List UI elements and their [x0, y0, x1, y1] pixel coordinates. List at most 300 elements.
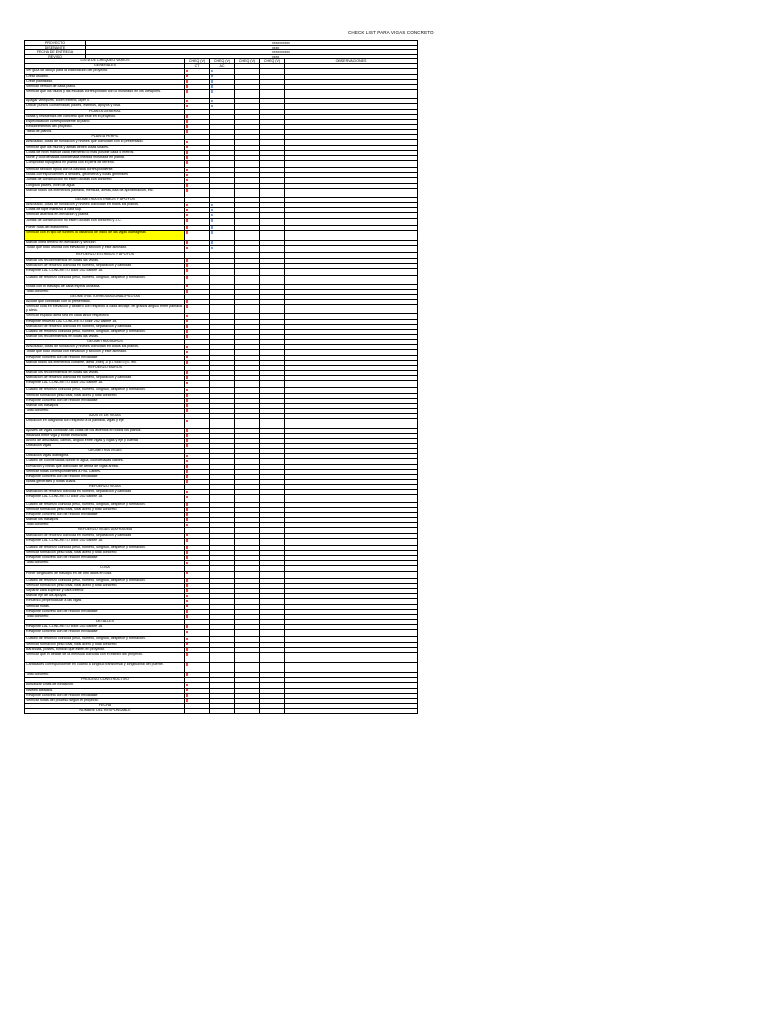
check-cell-2[interactable] — [209, 276, 234, 283]
check-cell-2[interactable] — [209, 454, 234, 458]
check-cell-1[interactable] — [184, 605, 209, 609]
check-cell-3[interactable] — [234, 376, 259, 380]
check-cell-4[interactable] — [259, 340, 284, 344]
observations-cell[interactable] — [284, 173, 418, 177]
check-cell-4[interactable] — [259, 704, 284, 708]
check-cell-3[interactable] — [234, 539, 259, 545]
check-cell-3[interactable] — [234, 276, 259, 283]
check-cell-4[interactable] — [259, 689, 284, 693]
check-cell-2[interactable] — [209, 637, 234, 641]
check-cell-4[interactable] — [259, 146, 284, 150]
check-cell-3[interactable] — [234, 459, 259, 463]
check-cell-2[interactable] — [209, 120, 234, 124]
check-cell-1[interactable] — [184, 475, 209, 479]
check-cell-4[interactable] — [259, 566, 284, 570]
check-cell-2[interactable] — [209, 231, 234, 240]
check-cell-4[interactable] — [259, 699, 284, 703]
check-cell-3[interactable] — [234, 184, 259, 188]
observations-cell[interactable] — [284, 699, 418, 703]
check-cell-2[interactable] — [209, 208, 234, 212]
check-cell-3[interactable] — [234, 572, 259, 578]
check-cell-4[interactable] — [259, 399, 284, 403]
check-cell-3[interactable] — [234, 394, 259, 398]
observations-cell[interactable] — [284, 305, 418, 313]
check-cell-2[interactable] — [209, 439, 234, 443]
observations-cell[interactable] — [284, 151, 418, 155]
observations-cell[interactable] — [284, 589, 418, 593]
observations-cell[interactable] — [284, 689, 418, 693]
check-cell-4[interactable] — [259, 508, 284, 512]
check-cell-4[interactable] — [259, 439, 284, 443]
check-cell-1[interactable] — [184, 523, 209, 527]
check-cell-4[interactable] — [259, 156, 284, 160]
check-cell-1[interactable] — [184, 485, 209, 489]
check-cell-1[interactable] — [184, 709, 209, 713]
check-cell-2[interactable] — [209, 168, 234, 172]
check-cell-1[interactable] — [184, 285, 209, 289]
check-cell-1[interactable] — [184, 394, 209, 398]
check-cell-3[interactable] — [234, 290, 259, 294]
check-cell-1[interactable] — [184, 276, 209, 283]
check-cell-3[interactable] — [234, 69, 259, 73]
observations-cell[interactable] — [284, 140, 418, 144]
check-cell-4[interactable] — [259, 404, 284, 408]
check-cell-4[interactable] — [259, 454, 284, 458]
check-cell-2[interactable] — [209, 259, 234, 263]
check-cell-3[interactable] — [234, 556, 259, 560]
check-cell-3[interactable] — [234, 366, 259, 370]
check-cell-3[interactable] — [234, 110, 259, 114]
check-cell-2[interactable] — [209, 156, 234, 160]
check-cell-2[interactable] — [209, 85, 234, 89]
check-cell-1[interactable] — [184, 69, 209, 73]
observations-cell[interactable] — [284, 253, 418, 257]
check-cell-4[interactable] — [259, 371, 284, 375]
check-cell-3[interactable] — [234, 99, 259, 103]
check-cell-4[interactable] — [259, 678, 284, 682]
check-cell-2[interactable] — [209, 683, 234, 687]
check-cell-4[interactable] — [259, 376, 284, 380]
check-cell-3[interactable] — [234, 226, 259, 230]
check-cell-1[interactable] — [184, 75, 209, 79]
observations-cell[interactable] — [284, 523, 418, 527]
observations-cell[interactable] — [284, 295, 418, 299]
check-cell-2[interactable] — [209, 490, 234, 494]
check-cell-3[interactable] — [234, 259, 259, 263]
check-cell-1[interactable] — [184, 330, 209, 334]
check-cell-2[interactable] — [209, 503, 234, 507]
check-cell-1[interactable] — [184, 584, 209, 588]
check-cell-3[interactable] — [234, 480, 259, 484]
check-cell-2[interactable] — [209, 253, 234, 257]
check-cell-4[interactable] — [259, 465, 284, 469]
check-cell-4[interactable] — [259, 290, 284, 294]
observations-cell[interactable] — [284, 495, 418, 501]
check-cell-3[interactable] — [234, 264, 259, 268]
check-cell-4[interactable] — [259, 630, 284, 636]
observations-cell[interactable] — [284, 490, 418, 494]
check-cell-2[interactable] — [209, 561, 234, 565]
check-cell-3[interactable] — [234, 104, 259, 108]
check-cell-2[interactable] — [209, 300, 234, 304]
check-cell-3[interactable] — [234, 449, 259, 453]
check-cell-1[interactable] — [184, 594, 209, 598]
check-cell-4[interactable] — [259, 513, 284, 517]
check-cell-1[interactable] — [184, 546, 209, 550]
check-cell-1[interactable] — [184, 503, 209, 507]
check-cell-2[interactable] — [209, 264, 234, 268]
check-cell-2[interactable] — [209, 226, 234, 230]
observations-cell[interactable] — [284, 320, 418, 324]
check-cell-1[interactable] — [184, 376, 209, 380]
check-cell-3[interactable] — [234, 156, 259, 160]
check-cell-1[interactable] — [184, 653, 209, 662]
check-cell-3[interactable] — [234, 643, 259, 647]
observations-cell[interactable] — [284, 90, 418, 98]
check-cell-2[interactable] — [209, 125, 234, 129]
observations-cell[interactable] — [284, 189, 418, 197]
check-cell-3[interactable] — [234, 518, 259, 522]
check-cell-3[interactable] — [234, 439, 259, 443]
check-cell-3[interactable] — [234, 80, 259, 84]
observations-cell[interactable] — [284, 85, 418, 89]
observations-cell[interactable] — [284, 409, 418, 413]
observations-cell[interactable] — [284, 290, 418, 294]
check-cell-3[interactable] — [234, 388, 259, 392]
check-cell-2[interactable] — [209, 198, 234, 202]
check-cell-4[interactable] — [259, 556, 284, 560]
observations-cell[interactable] — [284, 208, 418, 212]
check-cell-3[interactable] — [234, 246, 259, 252]
check-cell-2[interactable] — [209, 80, 234, 84]
check-cell-4[interactable] — [259, 178, 284, 182]
check-cell-1[interactable] — [184, 241, 209, 245]
check-cell-4[interactable] — [259, 269, 284, 275]
observations-cell[interactable] — [284, 64, 418, 68]
observations-cell[interactable] — [284, 361, 418, 365]
check-cell-1[interactable] — [184, 371, 209, 375]
check-cell-3[interactable] — [234, 325, 259, 329]
check-cell-1[interactable] — [184, 320, 209, 324]
check-cell-2[interactable] — [209, 110, 234, 114]
check-cell-1[interactable] — [184, 259, 209, 263]
check-cell-2[interactable] — [209, 419, 234, 427]
check-cell-1[interactable] — [184, 683, 209, 687]
check-cell-1[interactable] — [184, 290, 209, 294]
observations-cell[interactable] — [284, 399, 418, 403]
check-cell-2[interactable] — [209, 335, 234, 339]
check-cell-1[interactable] — [184, 539, 209, 545]
observations-cell[interactable] — [284, 276, 418, 283]
check-cell-3[interactable] — [234, 241, 259, 245]
check-cell-2[interactable] — [209, 90, 234, 98]
check-cell-2[interactable] — [209, 610, 234, 614]
check-cell-3[interactable] — [234, 130, 259, 134]
check-cell-3[interactable] — [234, 381, 259, 387]
check-cell-2[interactable] — [209, 434, 234, 438]
observations-cell[interactable] — [284, 503, 418, 507]
observations-cell[interactable] — [284, 300, 418, 304]
check-cell-1[interactable] — [184, 589, 209, 593]
check-cell-3[interactable] — [234, 546, 259, 550]
check-cell-3[interactable] — [234, 219, 259, 225]
check-cell-3[interactable] — [234, 704, 259, 708]
observations-cell[interactable] — [284, 340, 418, 344]
check-cell-3[interactable] — [234, 320, 259, 324]
observations-cell[interactable] — [284, 213, 418, 217]
observations-cell[interactable] — [284, 704, 418, 708]
check-cell-1[interactable] — [184, 314, 209, 318]
check-cell-1[interactable] — [184, 465, 209, 469]
check-cell-4[interactable] — [259, 203, 284, 207]
check-cell-2[interactable] — [209, 480, 234, 484]
check-cell-1[interactable] — [184, 269, 209, 275]
check-cell-2[interactable] — [209, 290, 234, 294]
check-cell-2[interactable] — [209, 495, 234, 501]
check-cell-1[interactable] — [184, 325, 209, 329]
check-cell-1[interactable] — [184, 704, 209, 708]
check-cell-4[interactable] — [259, 350, 284, 354]
check-cell-4[interactable] — [259, 434, 284, 438]
check-cell-3[interactable] — [234, 683, 259, 687]
check-cell-4[interactable] — [259, 125, 284, 129]
observations-cell[interactable] — [284, 637, 418, 641]
observations-cell[interactable] — [284, 246, 418, 252]
check-cell-4[interactable] — [259, 495, 284, 501]
check-cell-2[interactable] — [209, 269, 234, 275]
observations-cell[interactable] — [284, 534, 418, 538]
check-cell-1[interactable] — [184, 246, 209, 252]
check-cell-3[interactable] — [234, 120, 259, 124]
check-cell-4[interactable] — [259, 546, 284, 550]
check-cell-1[interactable] — [184, 213, 209, 217]
check-cell-4[interactable] — [259, 561, 284, 565]
check-cell-4[interactable] — [259, 429, 284, 433]
check-cell-1[interactable] — [184, 643, 209, 647]
observations-cell[interactable] — [284, 439, 418, 443]
check-cell-3[interactable] — [234, 168, 259, 172]
check-cell-3[interactable] — [234, 269, 259, 275]
check-cell-1[interactable] — [184, 454, 209, 458]
check-cell-3[interactable] — [234, 605, 259, 609]
check-cell-2[interactable] — [209, 620, 234, 624]
check-cell-2[interactable] — [209, 528, 234, 532]
check-cell-4[interactable] — [259, 637, 284, 641]
check-cell-2[interactable] — [209, 513, 234, 517]
check-cell-3[interactable] — [234, 146, 259, 150]
check-cell-1[interactable] — [184, 295, 209, 299]
observations-cell[interactable] — [284, 259, 418, 263]
check-cell-4[interactable] — [259, 314, 284, 318]
check-cell-4[interactable] — [259, 449, 284, 453]
check-cell-2[interactable] — [209, 381, 234, 387]
check-cell-4[interactable] — [259, 523, 284, 527]
check-cell-3[interactable] — [234, 615, 259, 619]
check-cell-3[interactable] — [234, 125, 259, 129]
check-cell-3[interactable] — [234, 637, 259, 641]
observations-cell[interactable] — [284, 539, 418, 545]
check-cell-4[interactable] — [259, 490, 284, 494]
observations-cell[interactable] — [284, 630, 418, 636]
observations-cell[interactable] — [284, 110, 418, 114]
observations-cell[interactable] — [284, 394, 418, 398]
check-cell-3[interactable] — [234, 470, 259, 474]
check-cell-1[interactable] — [184, 140, 209, 144]
check-cell-2[interactable] — [209, 551, 234, 555]
check-cell-3[interactable] — [234, 409, 259, 413]
observations-cell[interactable] — [284, 330, 418, 334]
check-cell-4[interactable] — [259, 620, 284, 624]
check-cell-4[interactable] — [259, 594, 284, 598]
check-cell-3[interactable] — [234, 689, 259, 693]
check-cell-2[interactable] — [209, 599, 234, 603]
observations-cell[interactable] — [284, 475, 418, 479]
check-cell-4[interactable] — [259, 551, 284, 555]
check-cell-2[interactable] — [209, 534, 234, 538]
check-cell-3[interactable] — [234, 356, 259, 360]
observations-cell[interactable] — [284, 653, 418, 662]
check-cell-1[interactable] — [184, 449, 209, 453]
check-cell-4[interactable] — [259, 414, 284, 418]
check-cell-3[interactable] — [234, 699, 259, 703]
check-cell-2[interactable] — [209, 594, 234, 598]
check-cell-4[interactable] — [259, 259, 284, 263]
check-cell-1[interactable] — [184, 85, 209, 89]
observations-cell[interactable] — [284, 648, 418, 652]
check-cell-4[interactable] — [259, 394, 284, 398]
check-cell-3[interactable] — [234, 399, 259, 403]
check-cell-3[interactable] — [234, 161, 259, 167]
check-cell-3[interactable] — [234, 678, 259, 682]
check-cell-4[interactable] — [259, 198, 284, 202]
check-cell-1[interactable] — [184, 699, 209, 703]
observations-cell[interactable] — [284, 694, 418, 698]
check-cell-3[interactable] — [234, 434, 259, 438]
check-cell-3[interactable] — [234, 340, 259, 344]
check-cell-4[interactable] — [259, 503, 284, 507]
check-cell-1[interactable] — [184, 480, 209, 484]
check-cell-2[interactable] — [209, 376, 234, 380]
check-cell-2[interactable] — [209, 518, 234, 522]
check-cell-1[interactable] — [184, 459, 209, 463]
check-cell-3[interactable] — [234, 414, 259, 418]
check-cell-1[interactable] — [184, 518, 209, 522]
check-cell-2[interactable] — [209, 104, 234, 108]
check-cell-4[interactable] — [259, 605, 284, 609]
check-cell-2[interactable] — [209, 546, 234, 550]
check-cell-3[interactable] — [234, 173, 259, 177]
observations-cell[interactable] — [284, 231, 418, 240]
observations-cell[interactable] — [284, 219, 418, 225]
check-cell-1[interactable] — [184, 566, 209, 570]
check-cell-3[interactable] — [234, 589, 259, 593]
check-cell-3[interactable] — [234, 330, 259, 334]
check-cell-1[interactable] — [184, 630, 209, 636]
check-cell-1[interactable] — [184, 689, 209, 693]
check-cell-2[interactable] — [209, 146, 234, 150]
check-cell-1[interactable] — [184, 620, 209, 624]
observations-cell[interactable] — [284, 161, 418, 167]
observations-cell[interactable] — [284, 610, 418, 614]
check-cell-1[interactable] — [184, 637, 209, 641]
check-cell-4[interactable] — [259, 226, 284, 230]
check-cell-1[interactable] — [184, 253, 209, 257]
observations-cell[interactable] — [284, 663, 418, 672]
observations-cell[interactable] — [284, 285, 418, 289]
check-cell-4[interactable] — [259, 90, 284, 98]
check-cell-3[interactable] — [234, 151, 259, 155]
observations-cell[interactable] — [284, 454, 418, 458]
check-cell-2[interactable] — [209, 523, 234, 527]
observations-cell[interactable] — [284, 465, 418, 469]
check-cell-2[interactable] — [209, 320, 234, 324]
check-cell-4[interactable] — [259, 264, 284, 268]
check-cell-3[interactable] — [234, 503, 259, 507]
check-cell-3[interactable] — [234, 305, 259, 313]
check-cell-2[interactable] — [209, 630, 234, 636]
check-cell-4[interactable] — [259, 300, 284, 304]
check-cell-2[interactable] — [209, 470, 234, 474]
check-cell-2[interactable] — [209, 189, 234, 197]
observations-cell[interactable] — [284, 625, 418, 629]
check-cell-3[interactable] — [234, 454, 259, 458]
check-cell-1[interactable] — [184, 104, 209, 108]
observations-cell[interactable] — [284, 678, 418, 682]
check-cell-2[interactable] — [209, 99, 234, 103]
observations-cell[interactable] — [284, 643, 418, 647]
check-cell-1[interactable] — [184, 599, 209, 603]
check-cell-3[interactable] — [234, 64, 259, 68]
check-cell-2[interactable] — [209, 508, 234, 512]
check-cell-3[interactable] — [234, 253, 259, 257]
observations-cell[interactable] — [284, 99, 418, 103]
check-cell-4[interactable] — [259, 305, 284, 313]
observations-cell[interactable] — [284, 572, 418, 578]
check-cell-4[interactable] — [259, 345, 284, 349]
check-cell-2[interactable] — [209, 314, 234, 318]
observations-cell[interactable] — [284, 366, 418, 370]
check-cell-4[interactable] — [259, 388, 284, 392]
check-cell-2[interactable] — [209, 709, 234, 713]
check-cell-2[interactable] — [209, 173, 234, 177]
check-cell-1[interactable] — [184, 419, 209, 427]
observations-cell[interactable] — [284, 673, 418, 677]
check-cell-4[interactable] — [259, 610, 284, 614]
check-cell-4[interactable] — [259, 151, 284, 155]
check-cell-1[interactable] — [184, 495, 209, 501]
check-cell-1[interactable] — [184, 434, 209, 438]
observations-cell[interactable] — [284, 69, 418, 73]
check-cell-1[interactable] — [184, 508, 209, 512]
check-cell-2[interactable] — [209, 330, 234, 334]
check-cell-3[interactable] — [234, 625, 259, 629]
observations-cell[interactable] — [284, 518, 418, 522]
observations-cell[interactable] — [284, 80, 418, 84]
check-cell-1[interactable] — [184, 381, 209, 387]
check-cell-3[interactable] — [234, 673, 259, 677]
check-cell-2[interactable] — [209, 605, 234, 609]
observations-cell[interactable] — [284, 388, 418, 392]
check-cell-2[interactable] — [209, 295, 234, 299]
check-cell-4[interactable] — [259, 330, 284, 334]
check-cell-2[interactable] — [209, 350, 234, 354]
check-cell-3[interactable] — [234, 404, 259, 408]
observations-cell[interactable] — [284, 381, 418, 387]
check-cell-1[interactable] — [184, 490, 209, 494]
check-cell-3[interactable] — [234, 285, 259, 289]
check-cell-1[interactable] — [184, 673, 209, 677]
check-cell-1[interactable] — [184, 409, 209, 413]
